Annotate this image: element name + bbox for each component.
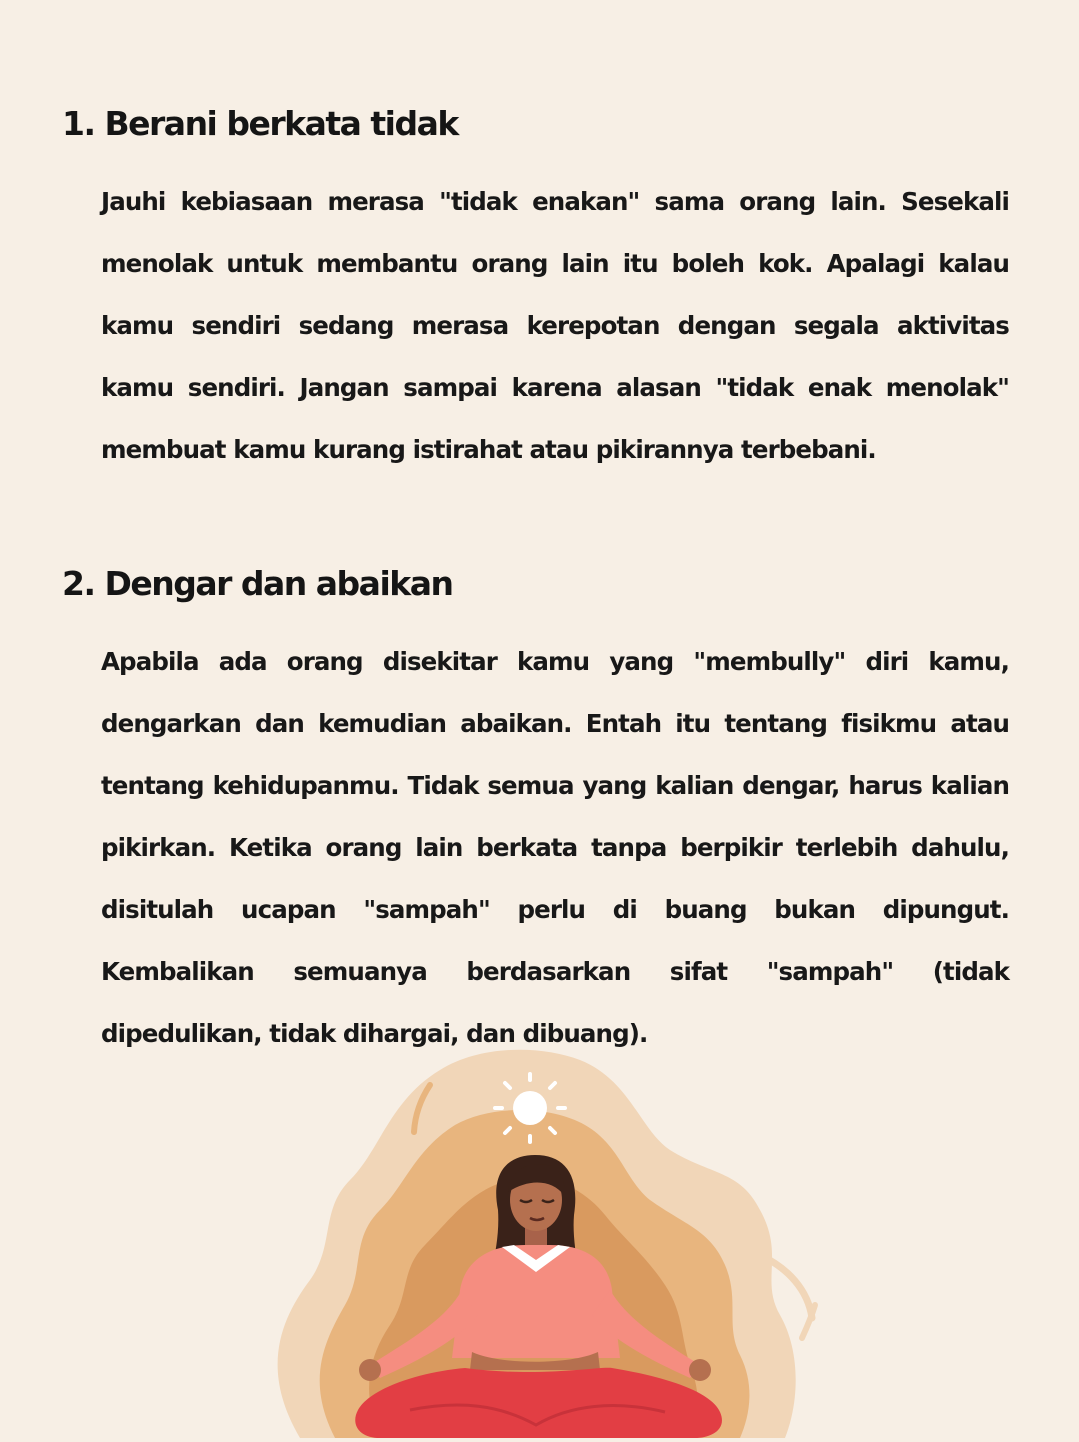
section-heading: 2. Dengar dan abaikan [62, 564, 453, 603]
section-heading: 1. Berani berkata tidak [62, 104, 458, 143]
section-body: Apabila ada orang disekitar kamu yang "membully" diri kamu, dengarkan dan kemudian abaikan. Entah itu tentang fisikmu atau tentang kehidupanmu. Tidak semua yang kalian dengar, harus kalian pikirkan. Ketika orang lain berkata tanpa berpikir terlebih dahulu, disitulah ucapan "sampah" perlu di buang bukan dipungut. Kembalikan semuanya berdasarkan sifat "sampah" (tidak dipedulikan, tidak dihargai, dan dibuang). [101, 647, 1009, 1048]
meditation-icon [240, 1040, 840, 1438]
section-body: Jauhi kebiasaan merasa "tidak enakan" sama orang lain. Sesekali menolak untuk membantu orang lain itu boleh kok. Apalagi kalau kamu sendiri sedang merasa kerepotan dengan segala aktivitas kamu sendiri. Jangan sampai karena alasan "tidak enak menolak" membuat kamu kurang istirahat atau pikirannya terbebani. [101, 187, 1009, 464]
meditating-woman-illustration [240, 1040, 840, 1438]
